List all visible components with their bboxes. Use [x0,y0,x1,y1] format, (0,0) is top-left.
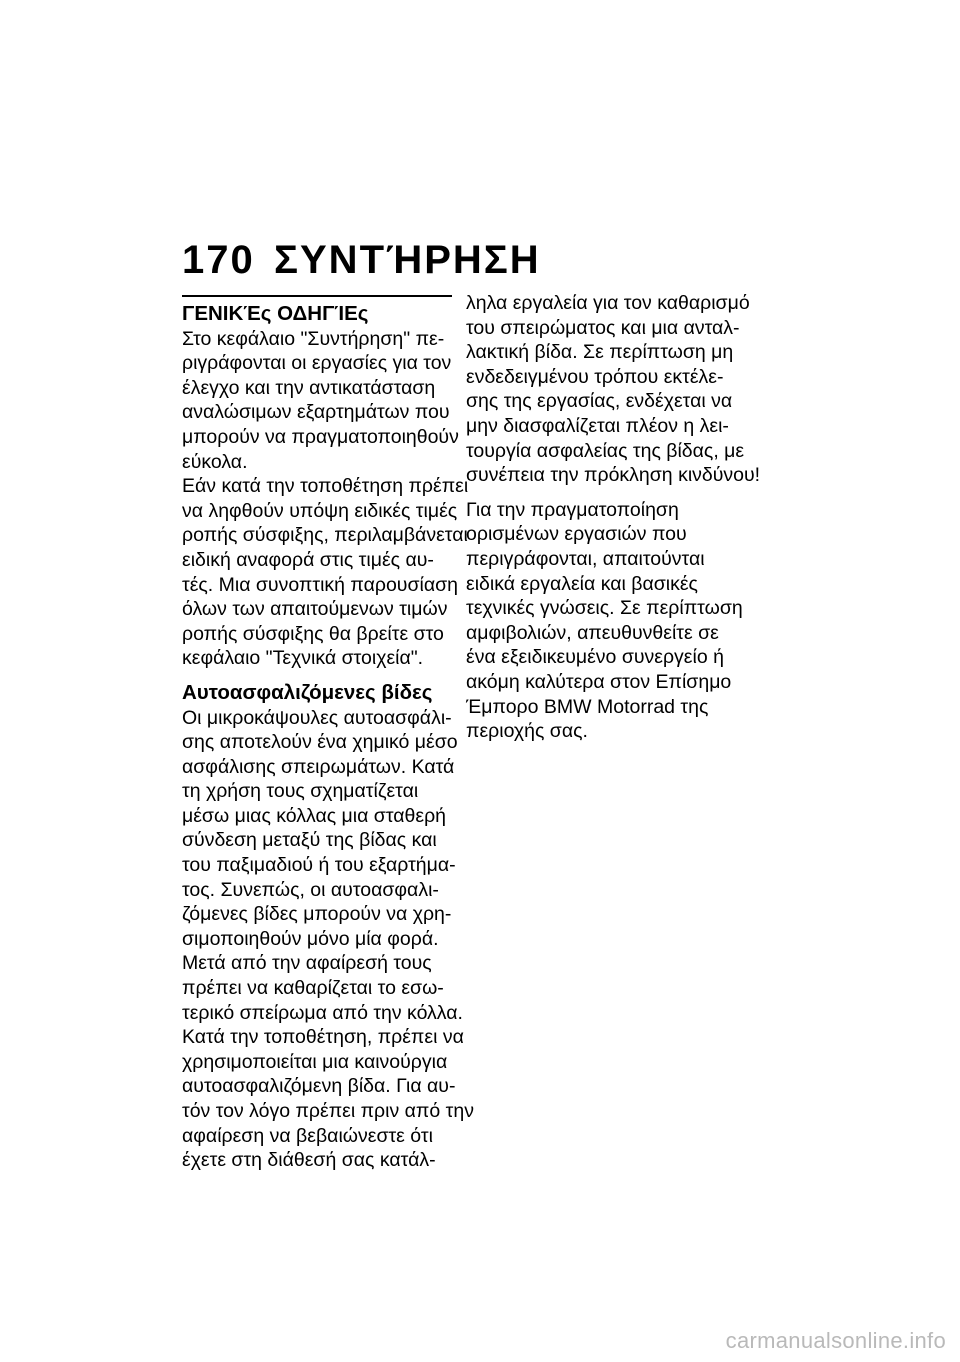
text-line: τερικό σπείρωμα από την κόλλα. [182,1001,463,1024]
text-line: ροπής σύσφιξης θα βρείτε στο [182,622,444,645]
text-line: ριγράφονται οι εργασίες για τον [182,352,452,375]
text-line: χρησιμοποιείται μια καινούργια [182,1050,448,1073]
text-line: ένα εξειδικευμένο συνεργείο ή [466,646,724,669]
text-line: συνέπεια την πρόκληση κινδύνου! [466,464,761,487]
text-line: τόν τον λόγο πρέπει πριν από την [182,1100,474,1122]
text-line: ληλα εργαλεία για τον καθαρισμό [466,292,750,314]
text-line: πρέπει να καθαρίζεται το εσω- [182,977,444,1000]
text-line: Μετά από την αφαίρεσή τους [182,952,432,975]
text-line: του παξιμαδιού ή του εξαρτήμα- [182,854,456,877]
text-line: ζόμενες βίδες μπορούν να χρη- [182,903,452,926]
page-header [182,238,541,283]
text-line: τη χρήση τους σχηματίζεται [182,780,419,803]
text-line: εύκολα. [182,450,248,473]
paragraph-special-tools [466,498,743,744]
text-line: σιμοποιηθούν μόνο μία φορά. [182,927,439,950]
text-line: Οι μικροκάψουλες αυτοασφάλι- [182,706,452,729]
chapter-title: ΣΥΝΤΉΡΗΣΗ [274,238,541,282]
text-line: τεχνικές γνώσεις. Σε περίπτωση [466,597,743,620]
text-line: λακτική βίδα. Σε περίπτωση μη [466,341,734,364]
page-number: 170 [182,238,255,282]
text-line: Κατά την τοποθέτηση, πρέπει να [182,1026,464,1049]
text-line: τές. Μια συνοπτική παρουσίαση [182,573,458,596]
text-line: Για την πραγματοποίηση [466,498,679,521]
text-line: Στο κεφάλαιο "Συντήρηση" πε- [182,327,445,350]
text-line: Εάν κατά την τοποθέτηση πρέπει [182,475,469,498]
text-line: έλεγχο και την αντικατάσταση [182,376,436,399]
text-line: ακόμη καλύτερα στον Επίσημο [466,670,732,693]
text-line: ειδική αναφορά στις τιμές αυ- [182,548,434,571]
text-line: αυτοασφαλιζόμενη βίδα. Για αυ- [182,1075,456,1098]
text-line: να ληφθούν υπόψη ειδικές τιμές [182,499,458,522]
text-line: ασφάλισης σπειρωμάτων. Κατά [182,755,455,778]
text-line: σης αποτελούν ένα χημικό μέσο [182,731,458,754]
text-line: τος. Συνεπώς, οι αυτοασφαλι- [182,878,439,901]
text-line: του σπειρώματος και μια ανταλ- [466,316,740,339]
text-line: ειδικά εργαλεία και βασικές [466,572,698,595]
text-line: ενδεδειγμένου τρόπου εκτέλε- [466,365,724,388]
text-line: όλων των απαιτούμενων τιμών [182,598,448,621]
section-heading-general: ΓΕΝΙΚΈς ΟΔΗΓΊΕς [182,295,452,327]
text-line: σης της εργασίας, ενδέχεται να [466,390,733,413]
paragraph-thread-cleaning [466,291,761,488]
left-column [182,295,474,1173]
text-line: αναλώσιμων εξαρτημάτων που [182,401,450,424]
paragraph-self-locking-screws [182,706,474,1173]
text-line: κεφάλαιο "Τεχνικά στοιχεία". [182,647,424,670]
text-line: έχετε στη διάθεσή σας κατάλ- [182,1149,436,1172]
text-line: μην διασφαλίζεται πλέον η λει- [466,414,729,437]
text-line: σύνδεση μεταξύ της βίδας και [182,829,437,852]
watermark: carmanualsonline.info [725,1328,946,1353]
text-line: τουργία ασφαλείας της βίδας, με [466,439,745,462]
text-line: ροπής σύσφιξης, περιλαμβάνεται [182,524,468,547]
text-line: αμφιβολιών, απευθυνθείτε σε [466,621,719,644]
text-line: μέσω μιας κόλλας μια σταθερή [182,804,447,827]
paragraph-torque-values [182,474,469,671]
text-line: μπορούν να πραγματοποιηθούν [182,425,459,448]
text-line: περιγράφονται, απαιτούνται [466,547,705,570]
text-line: αφαίρεση να βεβαιώνεστε ότι [182,1124,433,1147]
section-heading-self-locking-screws: Αυτοασφαλιζόμενες βίδες [182,680,433,704]
paragraph-maintenance-intro [182,327,459,475]
right-column [466,291,761,744]
text-line: Έμπορο BMW Motorrad της [466,695,709,718]
text-line: περιοχής σας. [466,720,588,743]
text-line: ορισμένων εργασιών που [466,523,687,546]
